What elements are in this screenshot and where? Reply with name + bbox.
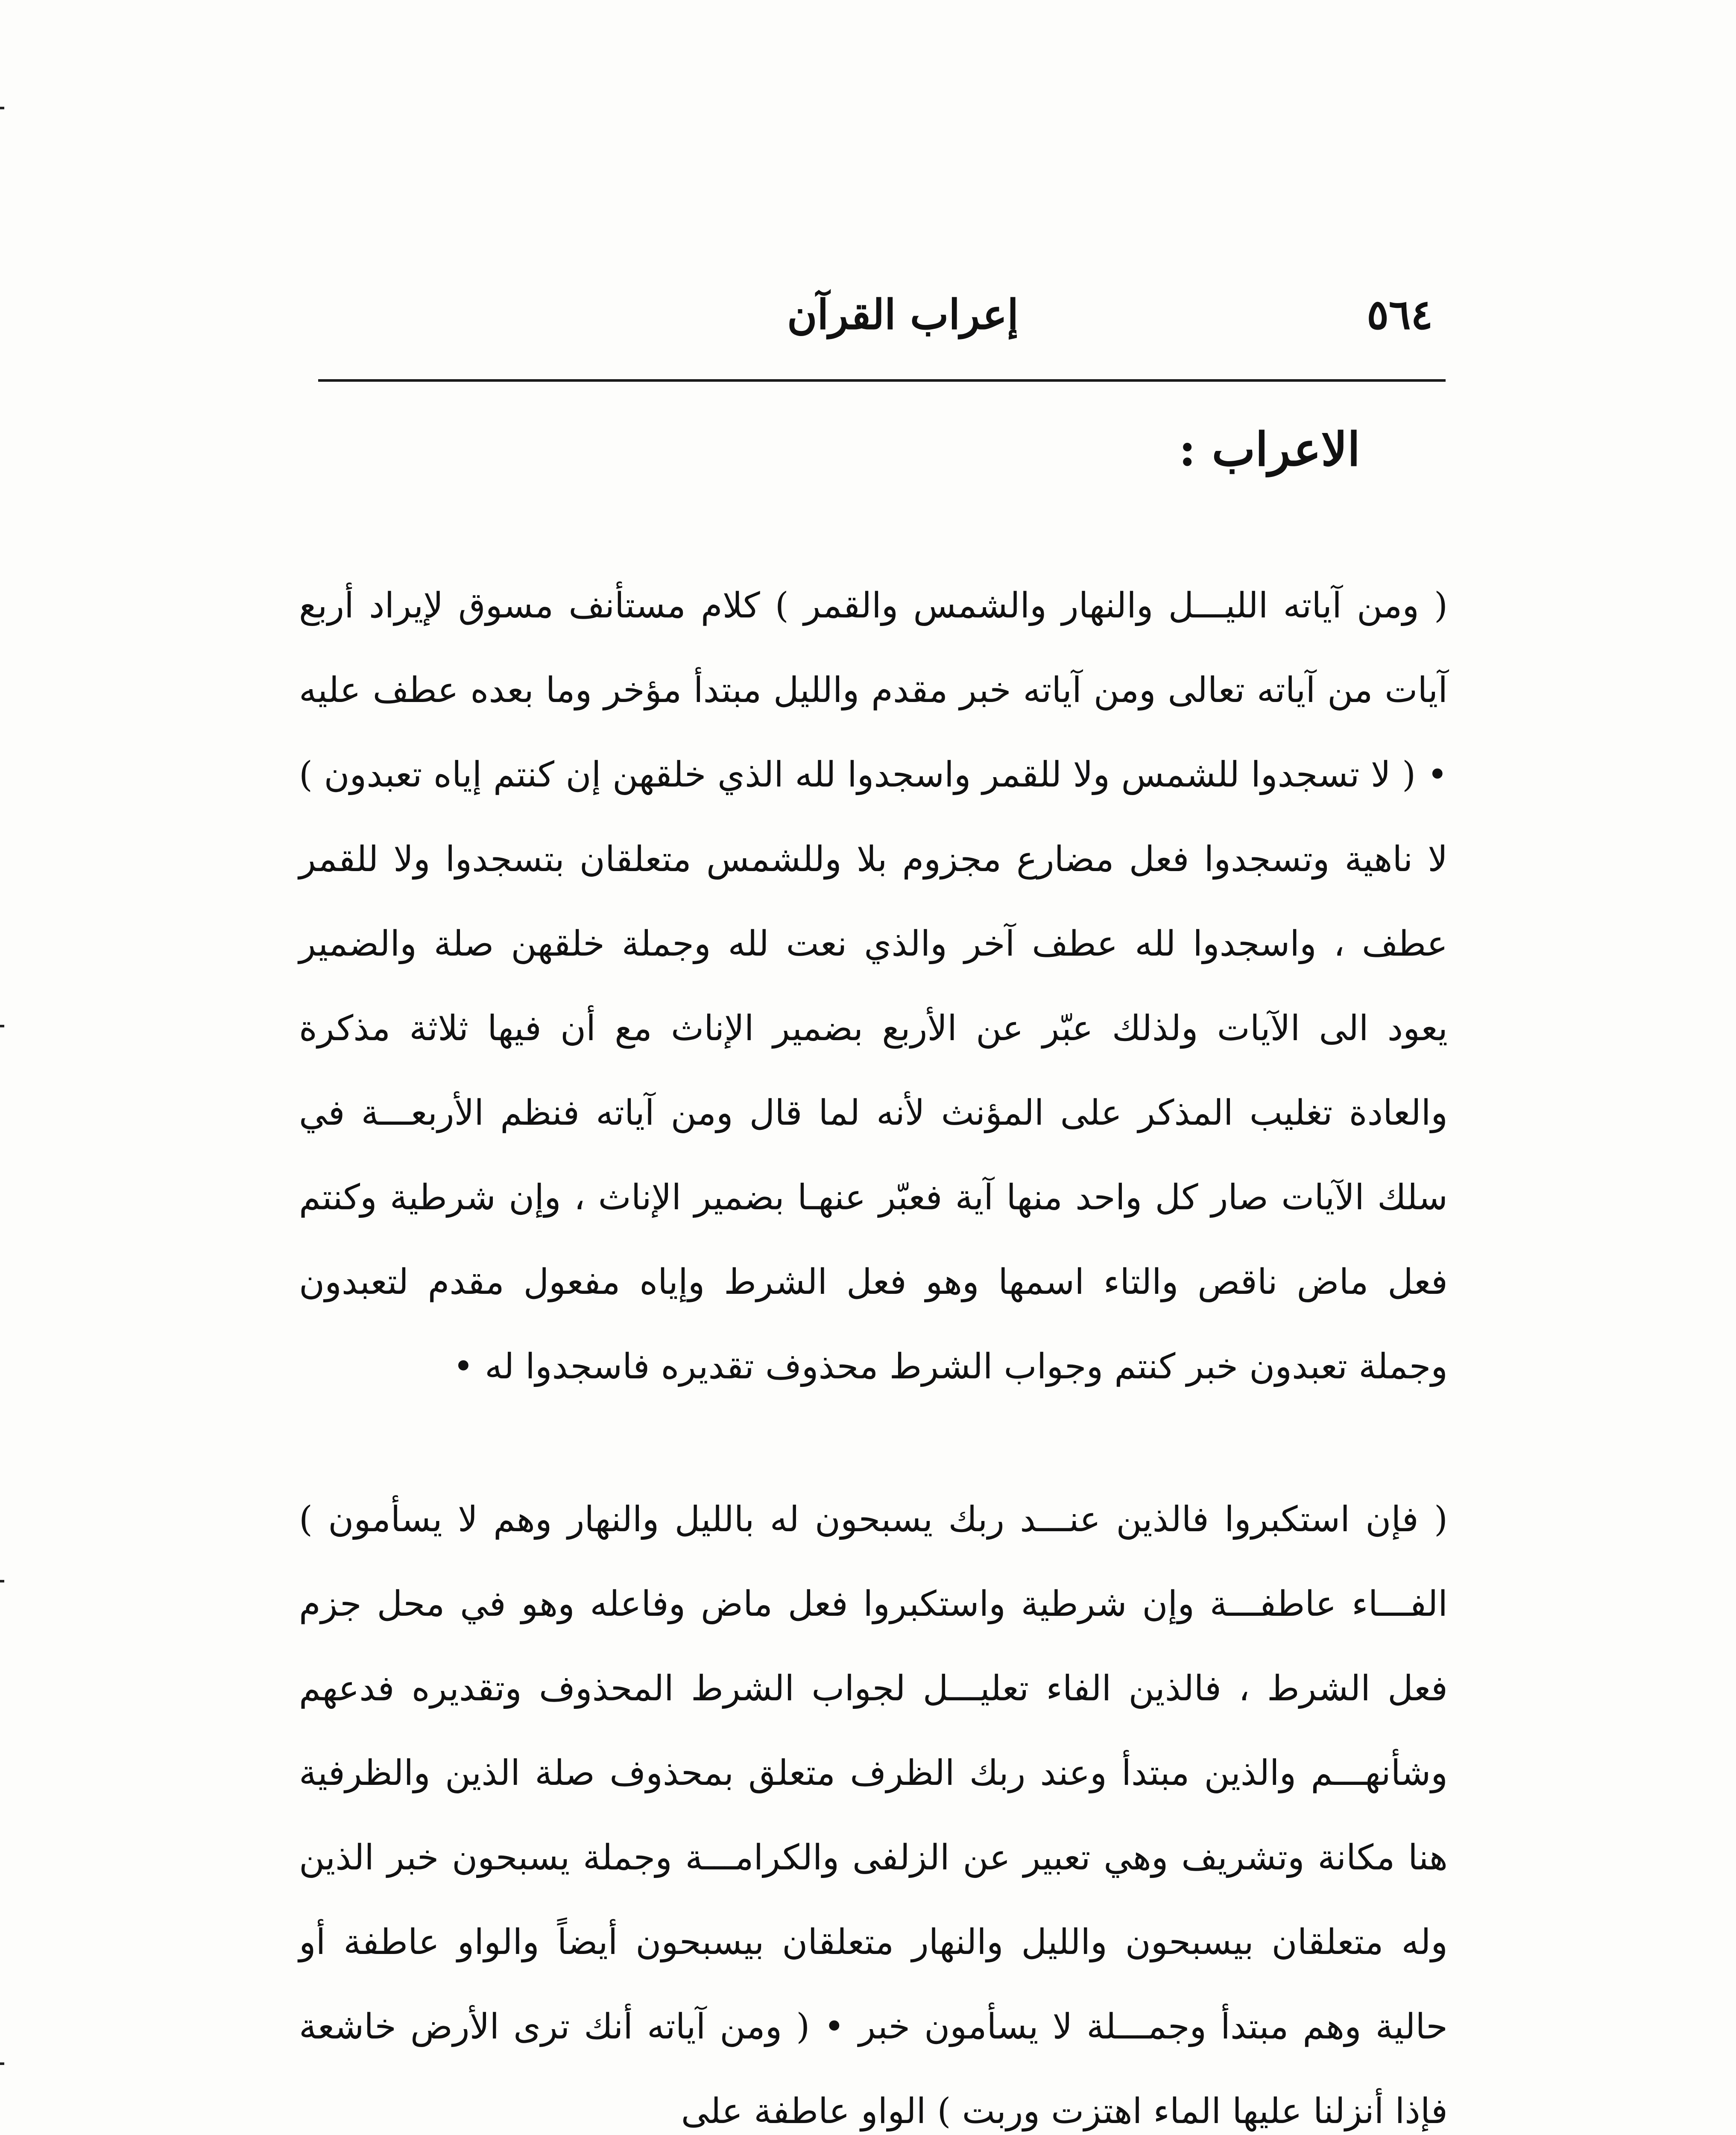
scan-edge-mark [0,1025,4,1027]
scan-edge-mark [0,107,4,109]
section-heading: الاعراب : [1179,423,1360,477]
paragraph-1: ( ومن آياته الليـــل والنهار والشمس والقمر ) كلام مستأنف مسوق لإيراد أربع آيات من آياته تعالى ومن آياته خبر مقدم والليل مبتدأ مؤخر وما بعده عطف عليه • ( لا تسجدوا للشمس ولا للقمر واسجدوا لله الذي خلقهن إن كنتم إياه تعبدون ) لا ناهية وتسجدوا فعل مضارع مجزوم بلا وللشمس متعلقان بتسجدوا ولا للقمر عطف ، واسجدوا لله عطف آخر والذي نعت لله وجملة خلقهن صلة والضمير يعود الى الآيات ولذلك عبّر عن الأربع بضمير الإناث مع أن فيها ثلاثة مذكرة والعادة تغليب المذكر على المؤنث لأنه لما قال ومن آياته فنظم الأربعـــة في سلك الآيات صار كل واحد منها آية فعبّر عنهـا بضمير الإناث ، وإن شرطية وكنتم فعل ماض ناقص والتاء اسمها وهو فعل الشرط وإياه مفعول مقدم لتعبدون وجملة تعبدون خبر كنتم وجواب الشرط محذوف تقديره فاسجدوا له • [299,585,1448,1387]
running-head [318,282,1446,367]
book-title: إعراب القرآن [787,290,1019,339]
header-divider [318,379,1446,382]
page-number: ٥٦٤ [1367,290,1433,339]
scan-edge-mark [0,1580,4,1582]
paragraph-2: ( فإن استكبروا فالذين عنـــد ربك يسبحون له بالليل والنهار وهم لا يسأمون ) الفـــاء عاطفـــة وإن شرطية واستكبروا فعل ماض وفاعله وهو في محل جزم فعل الشرط ، فالذين الفاء تعليـــل لجواب الشرط المحذوف وتقديره فدعهم وشأنهـــم والذين مبتدأ وعند ربك الظرف متعلق بمحذوف صلة الذين والظرفية هنا مكانة وتشريف وهي تعبير عن الزلفى والكرامـــة وجملة يسبحون خبر الذين وله متعلقان بيسبحون والليل والنهار متعلقان بيسبحون أيضاً والواو عاطفة أو حالية وهم مبتدأ وجمـــلة لا يسأمون خبر • ( ومن آياته أنك ترى الأرض خاشعة فإذا أنزلنا عليها الماء اهتزت وربت ) الواو عاطفة على [299,1499,1448,2132]
scan-edge-mark [0,2062,4,2065]
